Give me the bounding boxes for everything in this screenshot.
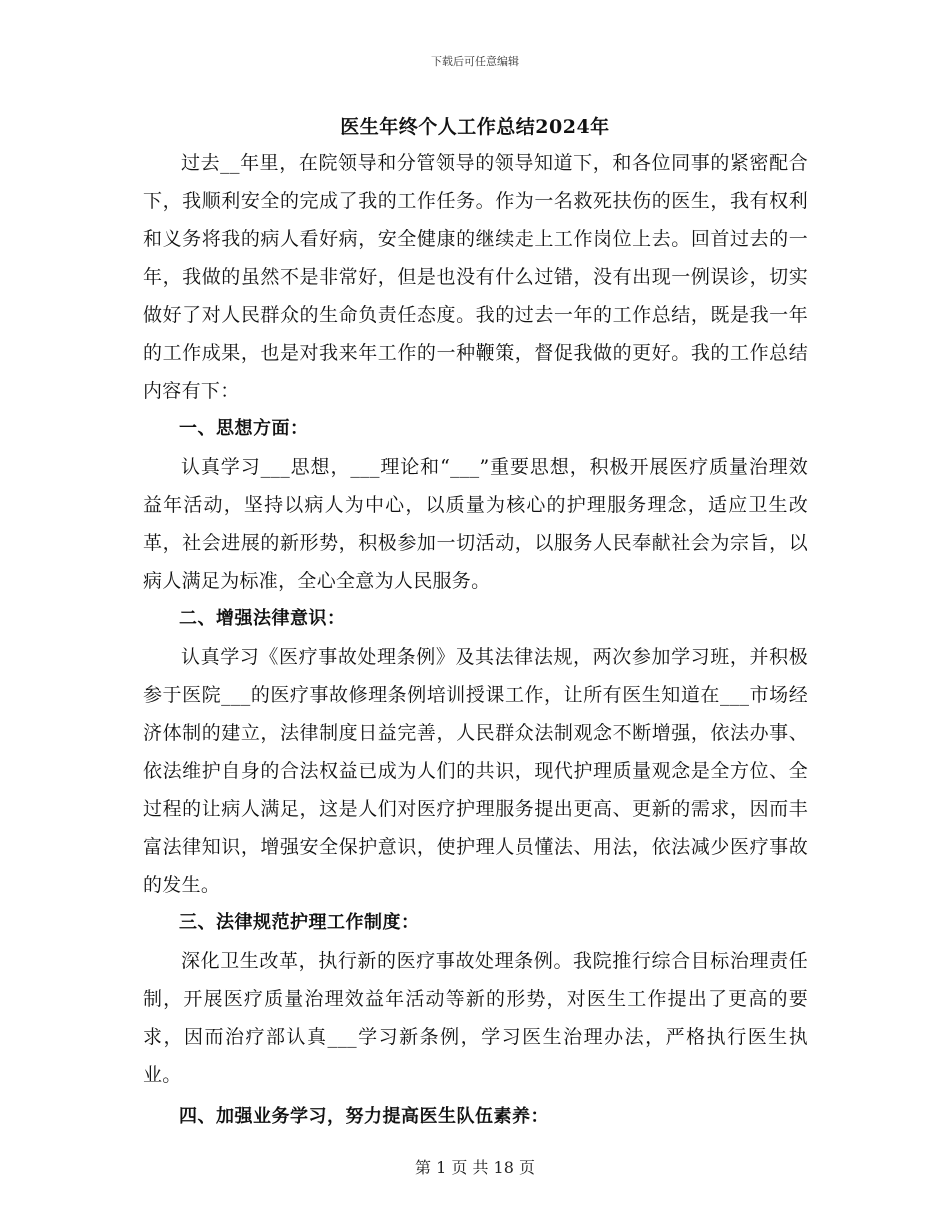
section-body-thought: 认真学习___思想，___理论和“___”重要思想，积极开展医疗质量治理效益年活动，坚持以病人为中心，以质量为核心的护理服务理念，适应卫生改革，社会进展的新形势，积极参加一切活动，以服务人民奉献社会为宗旨，以病人满足为标准，全心全意为人民服务。 <box>143 456 808 592</box>
page-number-footer: 第 1 页 共 18 页 <box>415 1158 535 1177</box>
section-body-law-awareness: 认真学习《医疗事故处理条例》及其法律法规，两次参加学习班，并积极参于医院___的医疗事故修理条例培训授课工作，让所有医生知道在___市场经济体制的建立，法律制度日益完善，人民群众法制观念不断增强，依法办事、依法维护自身的合法权益已成为人们的共识，现代护理质量观念是全方位、全过程的让病人满足，这是人们对医疗护理服务提出更高、更新的需求，因而丰富法律知识，增强安全保护意识，使护理人员懂法、用法，依法减少医疗事故的发生。 <box>143 646 808 896</box>
section-heading-law-awareness: 二、增强法律意识： <box>179 608 346 629</box>
section-heading-thought: 一、思想方面： <box>179 418 309 439</box>
document-title: 医生年终个人工作总结2024年 <box>340 116 610 138</box>
header-note: 下载后可任意编辑 <box>431 55 519 68</box>
section-heading-study: 四、加强业务学习，努力提高医生队伍素养： <box>179 1106 549 1127</box>
document-body <box>143 144 808 1136</box>
section-heading-nursing-rules: 三、法律规范护理工作制度： <box>179 912 420 933</box>
intro-paragraph: 过去__年里，在院领导和分管领导的领导知道下，和各位同事的紧密配合下，我顺利安全的完成了我的工作任务。作为一名救死扶伤的医生，我有权利和义务将我的病人看好病，安全健康的继续走上工作岗位上去。回首过去的一年，我做的虽然不是非常好，但是也没有什么过错，没有出现一例误诊，切实做好了对人民群众的生命负责任态度。我的过去一年的工作总结，既是我一年的工作成果，也是对我来年工作的一种鞭策，督促我做的更好。我的工作总结内容有下： <box>143 152 808 402</box>
section-body-nursing-rules: 深化卫生改革，执行新的医疗事故处理条例。我院推行综合目标治理责任制，开展医疗质量治理效益年活动等新的形势，对医生工作提出了更高的要求，因而治疗部认真___学习新条例，学习医生治理办法，严格执行医生执业。 <box>143 950 808 1086</box>
